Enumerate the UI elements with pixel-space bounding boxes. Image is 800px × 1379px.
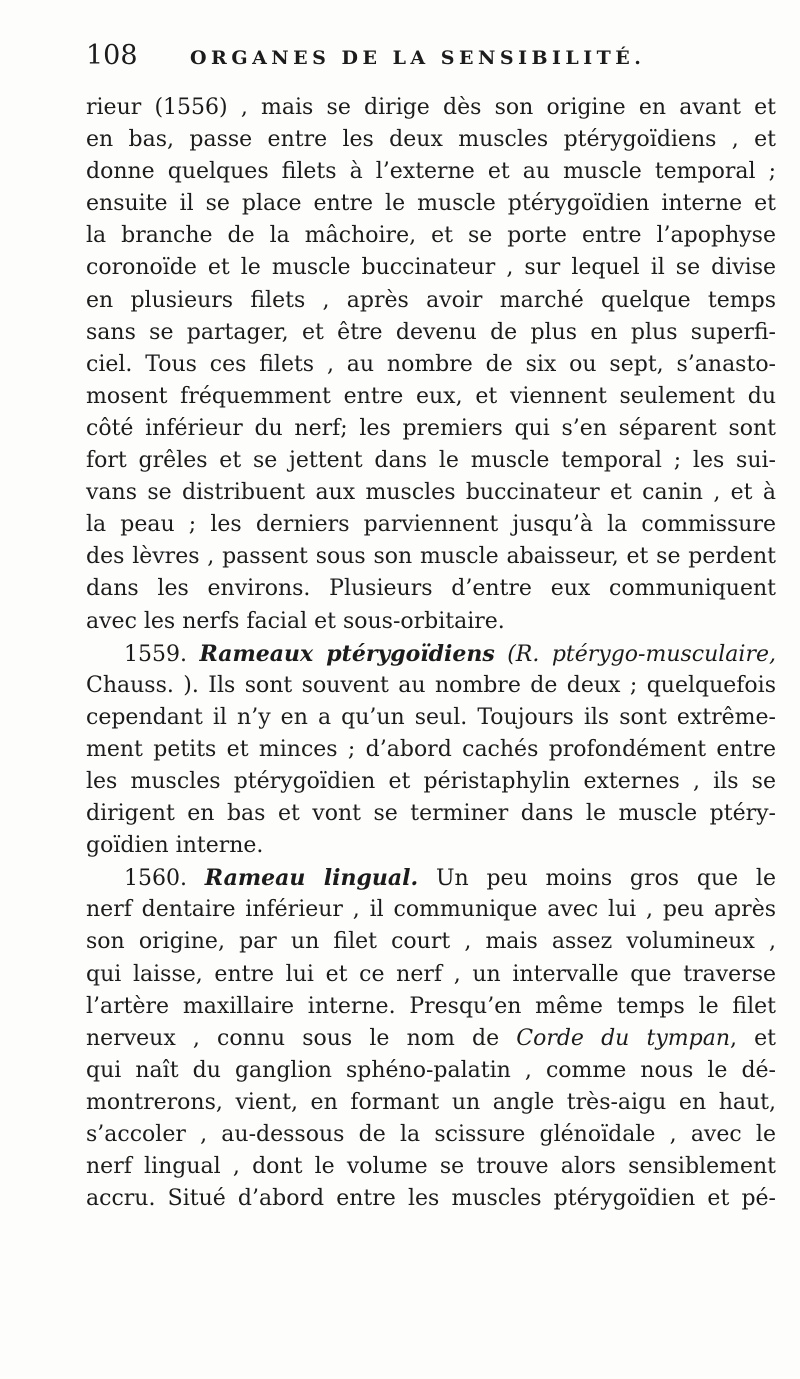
text-line <box>86 541 776 573</box>
text-line <box>86 830 776 862</box>
line-text: en bas, passe entre les deux muscles ptérygoïdiens , et <box>86 127 776 153</box>
text-line <box>86 381 776 413</box>
section-title: Rameaux ptérygoïdiens <box>199 640 495 667</box>
line-text: son origine, par un filet court , mais assez volumineux , <box>86 929 776 955</box>
text-line <box>86 92 776 124</box>
page-number: 108 <box>86 40 138 71</box>
line-text: donne quelques filets à l’externe et au muscle temporal ; <box>86 159 776 185</box>
line-text: cependant il n’y en a qu’un seul. Toujours ils sont extrême- <box>86 704 776 730</box>
line-text: montrerons, vient, en formant un angle très-aigu en haut, <box>86 1089 776 1115</box>
running-title: ORGANES DE LA SENSIBILITÉ. <box>190 47 646 69</box>
line-text: dirigent en bas et vont se terminer dans le muscle ptéry- <box>86 801 776 827</box>
line-text: accru. Situé d’abord entre les muscles ptérygoïdien et pé- <box>86 1186 776 1212</box>
text-line <box>86 220 776 252</box>
text-line <box>86 1151 776 1183</box>
italic-term: Corde du tympan <box>516 1025 730 1051</box>
line-text: s’accoler , au-dessous de la scissure glénoïdale , avec le <box>86 1122 776 1147</box>
line-text: fort grêles et se jettent dans le muscle temporal ; les sui- <box>86 448 776 474</box>
text-line <box>86 1023 776 1055</box>
line-text: qui naît du ganglion sphéno-palatin , comme nous le dé- <box>86 1057 776 1083</box>
text-line <box>86 124 776 156</box>
section-synonym: (R. ptérygo-musculaire, <box>494 641 776 667</box>
line-text: avec les nerfs facial et sous-orbitaire. <box>86 608 505 634</box>
section-heading-line <box>86 862 776 894</box>
text-line <box>86 894 776 926</box>
text-line <box>86 477 776 509</box>
text-line <box>86 1055 776 1087</box>
line-text: ciel. Tous ces filets , au nombre de six ou sept, s’anasto- <box>86 351 776 377</box>
body-text <box>86 92 776 1215</box>
line-text: la peau ; les derniers parviennent jusqu’à la commissure <box>86 512 776 538</box>
text-line <box>86 445 776 477</box>
line-text: des lèvres , passent sous son muscle abaisseur, et se perdent <box>86 544 776 570</box>
text-line <box>86 1119 776 1151</box>
line-text: l’artère maxillaire interne. Presqu’en même temps le filet <box>86 993 776 1019</box>
text-line <box>86 1087 776 1119</box>
line-text: ment petits et minces ; d’abord cachés profondément entre <box>86 736 776 762</box>
text-line <box>86 702 776 734</box>
line-text: ensuite il se place entre le muscle ptérygoïdien interne et <box>86 191 776 217</box>
text-line <box>86 188 776 220</box>
line-text: Un peu moins gros que le <box>418 866 776 892</box>
text-line <box>86 734 776 766</box>
line-text: sans se partager, et être devenu de plus en plus superfi- <box>86 319 776 345</box>
line-text: , et <box>730 1025 776 1051</box>
text-line <box>86 285 776 317</box>
line-text: nerf dentaire inférieur , il communique avec lui , peu après <box>86 897 776 923</box>
line-text: nerveux , connu sous le nom de <box>86 1025 517 1051</box>
text-line <box>86 798 776 830</box>
section-heading-line <box>86 638 776 670</box>
text-line <box>86 573 776 605</box>
line-text: la branche de la mâchoire, et se porte entre l’apophyse <box>86 223 776 249</box>
line-text: côté inférieur du nerf; les premiers qui s’en séparent sont <box>86 415 776 441</box>
text-line <box>86 317 776 349</box>
line-text: en plusieurs filets , après avoir marché quelque temps <box>86 287 776 313</box>
page-header <box>86 40 776 80</box>
section-title: Rameau lingual. <box>204 865 419 892</box>
text-line <box>86 991 776 1023</box>
text-line <box>86 766 776 798</box>
text-line <box>86 959 776 991</box>
line-text: mosent fréquemment entre eux, et viennent seulement du <box>86 383 776 409</box>
text-line <box>86 349 776 381</box>
line-text: les muscles ptérygoïdien et péristaphylin externes , ils se <box>86 768 776 794</box>
text-line <box>86 156 776 188</box>
line-text: goïdien interne. <box>86 833 264 859</box>
text-line <box>86 606 776 638</box>
text-line <box>86 252 776 284</box>
line-text: qui laisse, entre lui et ce nerf , un intervalle que traverse <box>86 961 776 987</box>
line-text: Chauss. ). Ils sont souvent au nombre de deux ; quelquefois <box>86 672 776 698</box>
text-line <box>86 670 776 702</box>
line-text: dans les environs. Plusieurs d’entre eux communiquent <box>86 576 776 602</box>
line-text: rieur (1556) , mais se dirige dès son origine en avant et <box>86 95 776 120</box>
section-number: 1559. <box>124 641 200 667</box>
section-number: 1560. <box>124 866 205 892</box>
text-line <box>86 926 776 958</box>
text-line <box>86 1183 776 1215</box>
text-line <box>86 413 776 445</box>
text-line <box>86 509 776 541</box>
line-text: vans se distribuent aux muscles buccinateur et canin , et à <box>86 480 776 506</box>
line-text: nerf lingual , dont le volume se trouve alors sensiblement <box>86 1154 776 1180</box>
line-text: coronoïde et le muscle buccinateur , sur lequel il se divise <box>86 255 776 281</box>
